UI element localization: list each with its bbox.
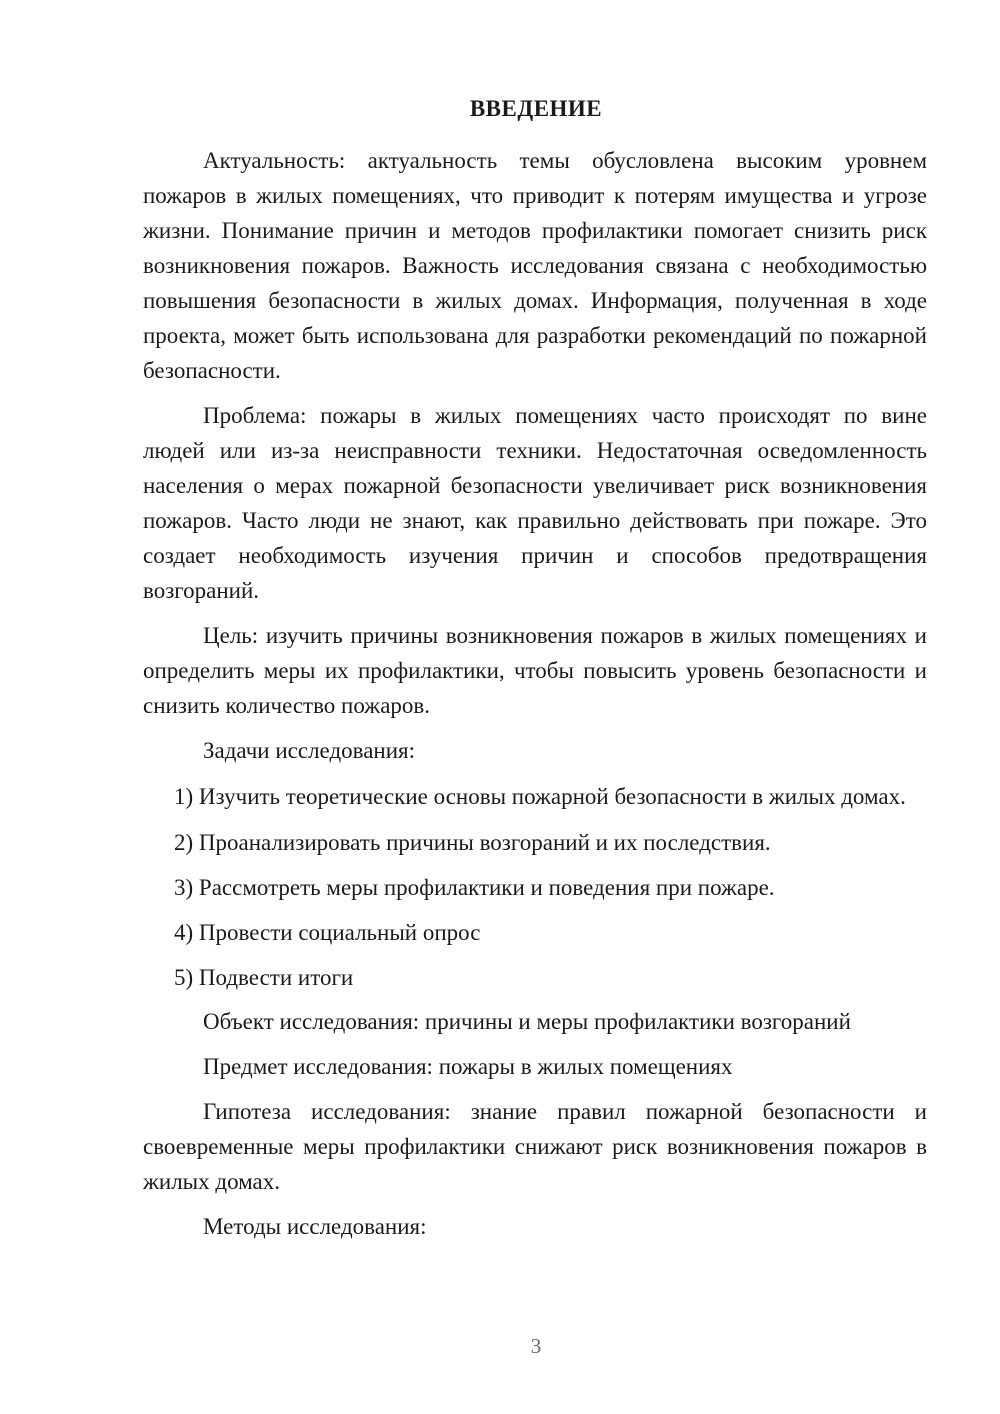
paragraph-goal: Цель: изучить причины возникновения пожаров в жилых помещениях и определить меры их профилактики, чтобы повысить уровень безопасности и снизить количество пожаров. (143, 623, 927, 718)
methods-heading: Методы исследования: (203, 1214, 427, 1239)
paragraph-hypothesis: Гипотеза исследования: знание правил пожарной безопасности и своевременные меры профилактики снижают риск возникновения пожаров в жилых домах. (143, 1099, 927, 1194)
tasks-heading: Задачи исследования: (203, 738, 416, 763)
page-title: ВВЕДЕНИЕ (469, 96, 603, 121)
document-body (143, 143, 927, 1254)
page-number: 3 (530, 1334, 542, 1358)
paragraph-problem: Проблема: пожары в жилых помещениях часто происходят по вине людей или из-за неисправности техники. Недостаточная осведомленность населения о мерах пожарной безопасности увеличивает риск возникновения пожаров. Часто люди не знают, как правильно действовать при пожаре. Это создает необходимость изучения причин и способов предотвращения возгораний. (143, 403, 927, 603)
task-item: 4) Провести социальный опрос (174, 920, 481, 945)
task-item: 3) Рассмотреть меры профилактики и поведения при пожаре. (174, 875, 775, 900)
paragraph-actuality: Актуальность: актуальность темы обусловлена высоким уровнем пожаров в жилых помещениях, что приводит к потерям имущества и угрозе жизни. Понимание причин и методов профилактики помогает снизить риск возникновения пожаров. Важность исследования связана с необходимостью повышения безопасности в жилых домах. Информация, полученная в ходе проекта, может быть использована для разработки рекомендаций по пожарной безопасности. (143, 148, 927, 383)
paragraph-object: Объект исследования: причины и меры профилактики возгораний (203, 1009, 851, 1034)
paragraph-subject: Предмет исследования: пожары в жилых помещениях (203, 1054, 733, 1079)
task-item: 2) Проанализировать причины возгораний и их последствия. (174, 830, 771, 855)
task-item: 5) Подвести итоги (174, 965, 354, 990)
task-item: 1) Изучить теоретические основы пожарной безопасности в жилых домах. (174, 784, 906, 809)
